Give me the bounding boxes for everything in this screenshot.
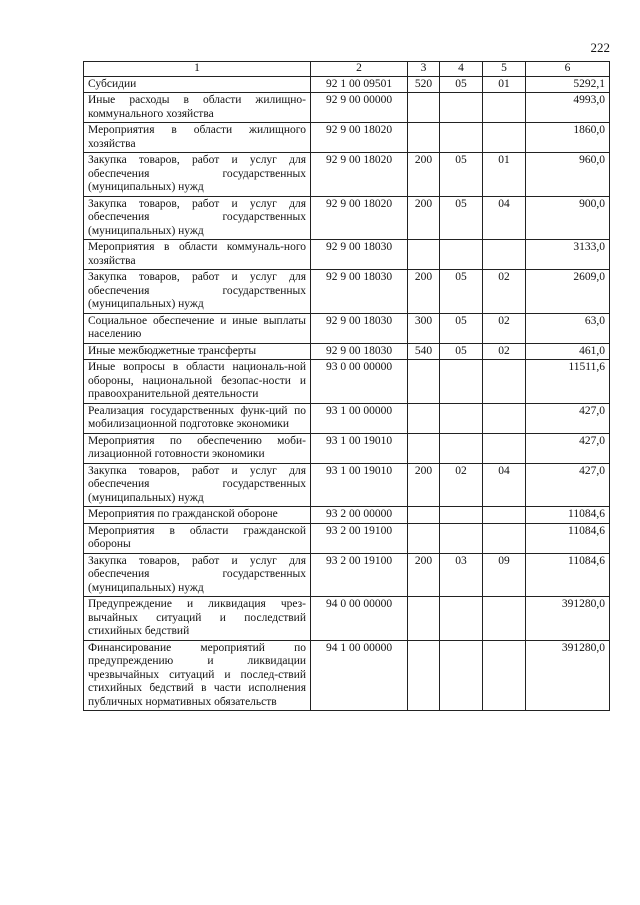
table-row <box>84 270 610 314</box>
section: 05 <box>440 153 483 197</box>
item-name: Закупка товаров, работ и услуг для обеспечения государственных (муниципальных) нужд <box>84 196 311 240</box>
budget-code: 94 1 00 00000 <box>311 640 408 711</box>
section: 05 <box>440 343 483 360</box>
amount: 2609,0 <box>526 270 610 314</box>
subsection: 04 <box>483 463 526 507</box>
expense-type: 200 <box>408 270 440 314</box>
budget-code: 93 2 00 19100 <box>311 553 408 597</box>
column-header-3: 3 <box>408 62 440 77</box>
expense-type <box>408 360 440 404</box>
subsection: 04 <box>483 196 526 240</box>
budget-code: 93 0 00 00000 <box>311 360 408 404</box>
section: 05 <box>440 196 483 240</box>
amount: 427,0 <box>526 403 610 433</box>
subsection <box>483 123 526 153</box>
subsection: 01 <box>483 153 526 197</box>
budget-code: 92 9 00 18020 <box>311 196 408 240</box>
amount: 391280,0 <box>526 597 610 641</box>
section <box>440 240 483 270</box>
budget-code: 93 1 00 19010 <box>311 463 408 507</box>
budget-code: 92 9 00 18030 <box>311 270 408 314</box>
section <box>440 403 483 433</box>
expense-type: 200 <box>408 463 440 507</box>
item-name: Закупка товаров, работ и услуг для обеспечения государственных (муниципальных) нужд <box>84 153 311 197</box>
item-name: Мероприятия в области коммуналь-ного хозяйства <box>84 240 311 270</box>
expense-type: 200 <box>408 153 440 197</box>
table-row <box>84 640 610 711</box>
section <box>440 523 483 553</box>
table-row <box>84 123 610 153</box>
subsection: 01 <box>483 76 526 93</box>
amount: 11511,6 <box>526 360 610 404</box>
budget-code: 92 9 00 18020 <box>311 153 408 197</box>
subsection <box>483 403 526 433</box>
amount: 427,0 <box>526 433 610 463</box>
budget-table <box>83 61 610 711</box>
column-header-5: 5 <box>483 62 526 77</box>
budget-code: 92 9 00 18030 <box>311 240 408 270</box>
section: 05 <box>440 313 483 343</box>
table-row <box>84 343 610 360</box>
item-name: Мероприятия в области гражданской обороны <box>84 523 311 553</box>
expense-type <box>408 240 440 270</box>
table-row <box>84 153 610 197</box>
item-name: Предупреждение и ликвидация чрез-вычайных ситуаций и последствий стихийных бедствий <box>84 597 311 641</box>
item-name: Закупка товаров, работ и услуг для обеспечения государственных (муниципальных) нужд <box>84 270 311 314</box>
amount: 1860,0 <box>526 123 610 153</box>
table-row <box>84 463 610 507</box>
section: 02 <box>440 463 483 507</box>
expense-type: 200 <box>408 553 440 597</box>
section <box>440 597 483 641</box>
subsection <box>483 433 526 463</box>
item-name: Иные вопросы в области националь-ной обороны, национальной безопас-ности и правоохранительной деятельности <box>84 360 311 404</box>
item-name: Реализация государственных функ-ций по мобилизационной подготовке экономики <box>84 403 311 433</box>
subsection <box>483 507 526 524</box>
table-row <box>84 433 610 463</box>
expense-type <box>408 640 440 711</box>
column-header-2: 2 <box>311 62 408 77</box>
section <box>440 93 483 123</box>
subsection <box>483 240 526 270</box>
section: 05 <box>440 76 483 93</box>
budget-code: 94 0 00 00000 <box>311 597 408 641</box>
section <box>440 640 483 711</box>
section <box>440 507 483 524</box>
section <box>440 360 483 404</box>
expense-type <box>408 123 440 153</box>
item-name: Мероприятия в области жилищного хозяйства <box>84 123 311 153</box>
expense-type <box>408 507 440 524</box>
table-row <box>84 313 610 343</box>
table-header-row <box>84 62 610 77</box>
amount: 11084,6 <box>526 523 610 553</box>
item-name: Иные межбюджетные трансферты <box>84 343 311 360</box>
amount: 461,0 <box>526 343 610 360</box>
section <box>440 123 483 153</box>
budget-code: 92 1 00 09501 <box>311 76 408 93</box>
amount: 11084,6 <box>526 553 610 597</box>
budget-code: 92 9 00 18020 <box>311 123 408 153</box>
table-row <box>84 597 610 641</box>
expense-type <box>408 403 440 433</box>
item-name: Субсидии <box>84 76 311 93</box>
table-row <box>84 76 610 93</box>
table-row <box>84 196 610 240</box>
expense-type: 300 <box>408 313 440 343</box>
section: 05 <box>440 270 483 314</box>
table-row <box>84 360 610 404</box>
expense-type: 540 <box>408 343 440 360</box>
subsection: 09 <box>483 553 526 597</box>
page-number: 222 <box>590 40 610 55</box>
amount: 427,0 <box>526 463 610 507</box>
table-row <box>84 507 610 524</box>
subsection: 02 <box>483 270 526 314</box>
budget-code: 92 9 00 00000 <box>311 93 408 123</box>
amount: 4993,0 <box>526 93 610 123</box>
table-row <box>84 93 610 123</box>
amount: 5292,1 <box>526 76 610 93</box>
table-row <box>84 240 610 270</box>
subsection <box>483 523 526 553</box>
budget-code: 93 2 00 19100 <box>311 523 408 553</box>
expense-type <box>408 523 440 553</box>
subsection <box>483 93 526 123</box>
item-name: Закупка товаров, работ и услуг для обеспечения государственных (муниципальных) нужд <box>84 463 311 507</box>
budget-code: 93 2 00 00000 <box>311 507 408 524</box>
item-name: Закупка товаров, работ и услуг для обеспечения государственных (муниципальных) нужд <box>84 553 311 597</box>
budget-code: 93 1 00 00000 <box>311 403 408 433</box>
expense-type <box>408 93 440 123</box>
table-row <box>84 523 610 553</box>
section: 03 <box>440 553 483 597</box>
budget-code: 92 9 00 18030 <box>311 343 408 360</box>
amount: 11084,6 <box>526 507 610 524</box>
expense-type: 200 <box>408 196 440 240</box>
subsection <box>483 360 526 404</box>
subsection <box>483 597 526 641</box>
item-name: Финансирование мероприятий по предупреждению и ликвидации чрезвычайных ситуаций и послед-ствий стихийных бедствий в части исполнения публичных нормативных обязательств <box>84 640 311 711</box>
section <box>440 433 483 463</box>
budget-code: 92 9 00 18030 <box>311 313 408 343</box>
amount: 960,0 <box>526 153 610 197</box>
expense-type: 520 <box>408 76 440 93</box>
subsection: 02 <box>483 343 526 360</box>
item-name: Иные расходы в области жилищно-коммунального хозяйства <box>84 93 311 123</box>
expense-type <box>408 433 440 463</box>
item-name: Социальное обеспечение и иные выплаты населению <box>84 313 311 343</box>
table-row <box>84 403 610 433</box>
amount: 63,0 <box>526 313 610 343</box>
column-header-1: 1 <box>84 62 311 77</box>
subsection <box>483 640 526 711</box>
item-name: Мероприятия по гражданской обороне <box>84 507 311 524</box>
expense-type <box>408 597 440 641</box>
column-header-4: 4 <box>440 62 483 77</box>
amount: 391280,0 <box>526 640 610 711</box>
subsection: 02 <box>483 313 526 343</box>
table-body <box>84 76 610 711</box>
item-name: Мероприятия по обеспечению моби-лизационной готовности экономики <box>84 433 311 463</box>
table-row <box>84 553 610 597</box>
budget-code: 93 1 00 19010 <box>311 433 408 463</box>
amount: 3133,0 <box>526 240 610 270</box>
amount: 900,0 <box>526 196 610 240</box>
column-header-6: 6 <box>526 62 610 77</box>
